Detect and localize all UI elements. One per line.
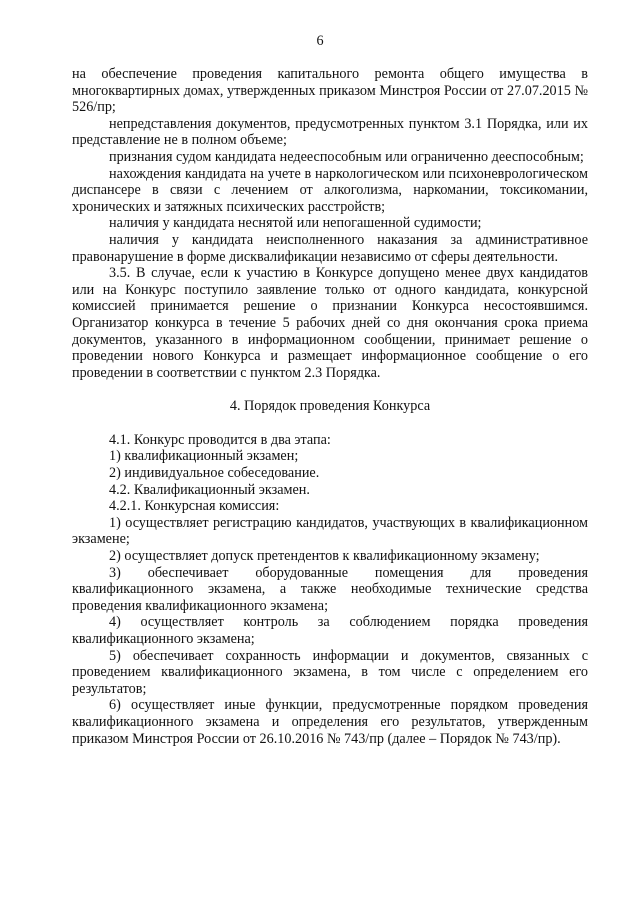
paragraph: 4) осуществляет контроль за соблюдением порядка проведения квалификационного экзамена; — [72, 614, 588, 647]
paragraph: непредставления документов, предусмотренных пунктом 3.1 Порядка, или их представление не в полном объеме; — [72, 115, 588, 149]
paragraph: 6) осуществляет иные функции, предусмотренные порядком проведения квалификационного экзамена и определения его результатов, утвержденным приказом Минстроя России от 26.10.2016 № 743/пр (далее – Порядок № 743/пр). — [72, 697, 588, 747]
paragraph: 3) обеспечивает оборудованные помещения для проведения квалификационного экзамена, а также необходимые технические средства проведения квалификационного экзамена; — [72, 564, 588, 614]
paragraph: 4.2.1. Конкурсная комиссия: — [109, 498, 280, 515]
paragraph: 1) осуществляет регистрацию кандидатов, участвующих в квалификационном экзамене; — [72, 514, 588, 548]
paragraph: признания судом кандидата недееспособным или ограниченно дееспособным; — [109, 148, 584, 165]
paragraph: на обеспечение проведения капитального ремонта общего имущества в многоквартирных домах, утвержденных приказом Минстроя России от 27.07.2015 № 526/пр; — [72, 66, 588, 116]
paragraph: 5) обеспечивает сохранность информации и документов, связанных с проведением квалификационного экзамена, в том числе с определением его результатов; — [72, 647, 588, 697]
document-body — [72, 66, 588, 747]
paragraph: наличия у кандидата неснятой или непогашенной судимости; — [109, 215, 482, 232]
section-heading: 4. Порядок проведения Конкурса — [229, 398, 431, 415]
paragraphs-before-heading — [72, 66, 588, 381]
paragraph: 4.2. Квалификационный экзамен. — [109, 481, 310, 498]
page-number: 6 — [316, 33, 324, 49]
paragraphs-after-heading — [72, 432, 588, 747]
paragraph: наличия у кандидата неисполненного наказания за административное правонарушение в форме дисквалификации независимо от сферы деятельности. — [72, 231, 588, 265]
paragraph: 3.5. В случае, если к участию в Конкурсе допущено менее двух кандидатов или на Конкурс поступило заявление только от одного кандидата, конкурсной комиссией принимается решение о признании Конкурса несостоявшимся. Организатор конкурса в течение 5 рабочих дней со дня окончания срока приема документов, указанного в информационном сообщении, принимает решение о проведении нового Конкурса и размещает информационное сообщение о его проведении в соответствии с пунктом 2.3 Порядка. — [72, 265, 588, 381]
paragraph: 2) индивидуальное собеседование. — [109, 465, 320, 482]
paragraph: 1) квалификационный экзамен; — [109, 448, 299, 465]
paragraph: 2) осуществляет допуск претендентов к квалификационному экзамену; — [109, 548, 540, 565]
paragraph: 4.1. Конкурс проводится в два этапа: — [109, 431, 331, 448]
paragraph: нахождения кандидата на учете в наркологическом или психоневрологическом диспансере в связи с лечением от алкоголизма, наркомании, токсикомании, хронических и затяжных психических расстройств; — [72, 165, 588, 215]
